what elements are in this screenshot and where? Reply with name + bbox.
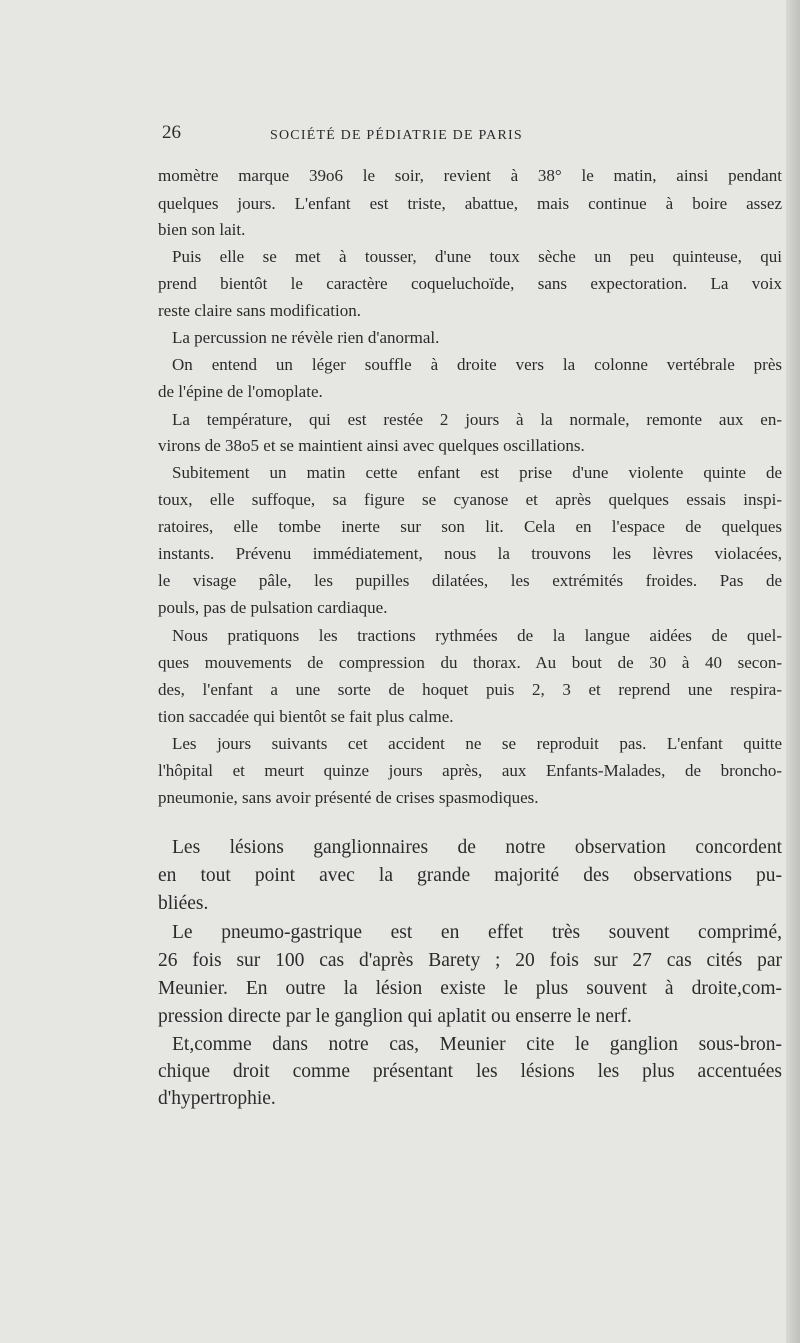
text-line: des, l'enfant a une sorte de hoquet puis 2, 3 et reprend une respira- [158, 680, 782, 699]
text-line: Et,comme dans notre cas, Meunier cite le ganglion sous-bron- [172, 1034, 782, 1055]
text-line: bien son lait. [158, 220, 246, 239]
text-line: On entend un léger souffle à droite vers la colonne vertébrale près [172, 355, 782, 374]
page-number: 26 [162, 122, 181, 143]
text-line: momètre marque 39o6 le soir, revient à 38° le matin, ainsi pendant [158, 166, 782, 185]
text-line: toux, elle suffoque, sa figure se cyanose et après quelques essais inspi- [158, 490, 782, 509]
text-line: chique droit comme présentant les lésions les plus accentuées [158, 1061, 782, 1082]
text-line: de l'épine de l'omoplate. [158, 382, 323, 401]
text-line: Les lésions ganglionnaires de notre observation concordent [172, 837, 782, 858]
text-line: d'hypertrophie. [158, 1088, 276, 1109]
text-line: en tout point avec la grande majorité des observations pu- [158, 865, 782, 886]
page-edge-shadow [786, 0, 800, 1343]
running-title: SOCIÉTÉ DE PÉDIATRIE DE PARIS [270, 128, 523, 143]
text-line: l'hôpital et meurt quinze jours après, aux Enfants-Malades, de broncho- [158, 761, 782, 780]
text-line: le visage pâle, les pupilles dilatées, les extrémités froides. Pas de [158, 571, 782, 590]
text-line: quelques jours. L'enfant est triste, abattue, mais continue à boire assez [158, 194, 782, 213]
text-line: Nous pratiquons les tractions rythmées de la langue aidées de quel- [172, 626, 782, 645]
text-line: 26 fois sur 100 cas d'après Barety ; 20 fois sur 27 cas cités par [158, 950, 782, 971]
text-line: pneumonie, sans avoir présenté de crises spasmodiques. [158, 788, 539, 807]
text-line: ratoires, elle tombe inerte sur son lit. Cela en l'espace de quelques [158, 517, 782, 536]
text-line: bliées. [158, 893, 209, 914]
text-line: reste claire sans modification. [158, 301, 361, 320]
text-line: pouls, pas de pulsation cardiaque. [158, 598, 388, 617]
text-line: tion saccadée qui bientôt se fait plus calme. [158, 707, 454, 726]
text-line: La température, qui est restée 2 jours à la normale, remonte aux en- [172, 410, 782, 429]
text-line: Puis elle se met à tousser, d'une toux sèche un peu quinteuse, qui [172, 247, 782, 266]
text-line: virons de 38o5 et se maintient ainsi avec quelques oscillations. [158, 436, 585, 455]
text-line: instants. Prévenu immédiatement, nous la trouvons les lèvres violacées, [158, 544, 782, 563]
text-line: ques mouvements de compression du thorax. Au bout de 30 à 40 secon- [158, 653, 782, 672]
text-line: Subitement un matin cette enfant est prise d'une violente quinte de [172, 463, 782, 482]
text-line: pression directe par le ganglion qui aplatit ou enserre le nerf. [158, 1006, 632, 1027]
text-line: Le pneumo-gastrique est en effet très souvent comprimé, [172, 922, 782, 943]
text-line: Meunier. En outre la lésion existe le plus souvent à droite,com- [158, 978, 782, 999]
text-line: prend bientôt le caractère coqueluchoïde, sans expectoration. La voix [158, 274, 782, 293]
text-line: La percussion ne révèle rien d'anormal. [172, 328, 440, 347]
text-line: Les jours suivants cet accident ne se reproduit pas. L'enfant quitte [172, 734, 782, 753]
